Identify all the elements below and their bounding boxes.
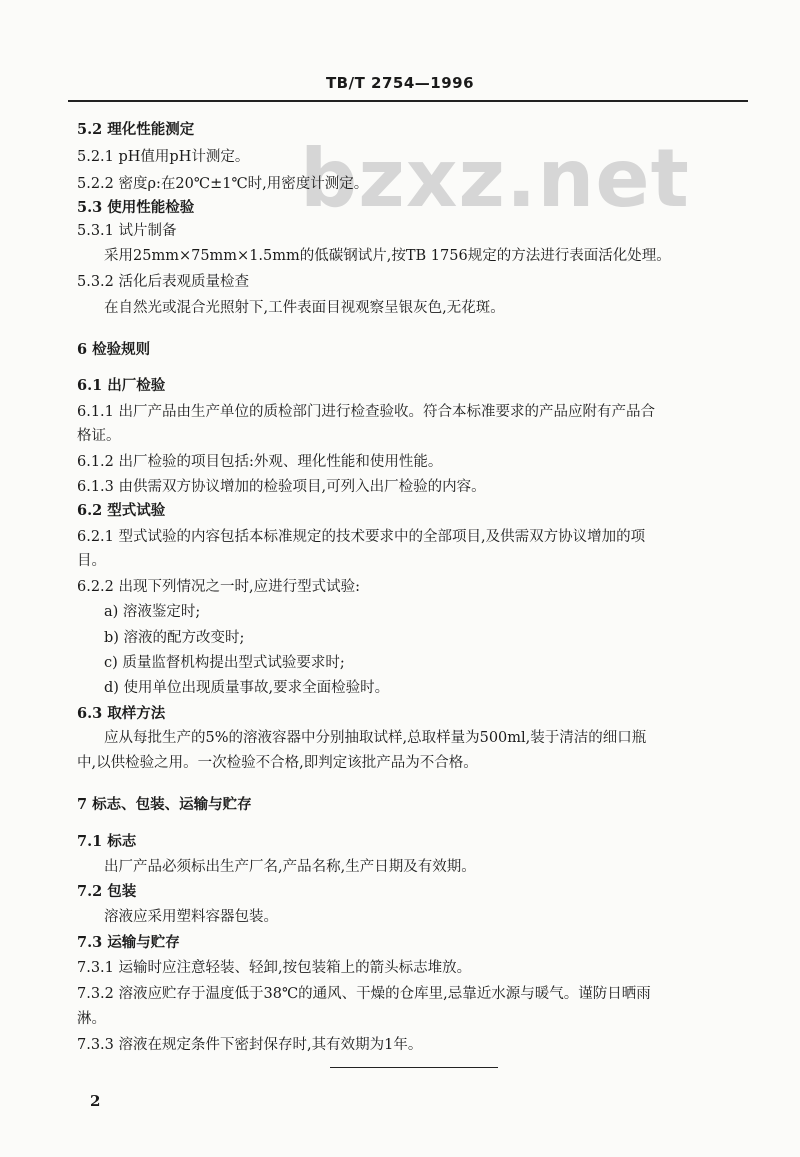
header-divider: [68, 100, 748, 102]
section-heading: 7.1 标志: [77, 833, 137, 850]
paragraph: 出厂产品必须标出生产厂名,产品名称,生产日期及有效期。: [104, 859, 476, 875]
section-heading: 6.2 型式试验: [77, 502, 166, 519]
clause: 5.2.1 pH值用pH计测定。: [77, 149, 250, 165]
watermark: bzxz.net: [300, 132, 690, 225]
clause: 6.1.1 出厂产品由生产单位的质检部门进行检查验收。符合本标准要求的产品应附有产品合: [77, 404, 655, 420]
clause: 7.3.1 运输时应注意轻装、轻卸,按包装箱上的箭头标志堆放。: [77, 960, 472, 976]
clause-continuation: 目。: [77, 553, 106, 569]
paragraph: 溶液应采用塑料容器包装。: [104, 909, 278, 925]
section-heading: 7.3 运输与贮存: [77, 934, 180, 951]
clause: 7.3.2 溶液应贮存于温度低于38℃的通风、干燥的仓库里,忌靠近水源与暖气。谨防日晒雨: [77, 986, 651, 1002]
clause-heading: 5.3.1 试片制备: [77, 223, 177, 239]
list-item: b) 溶液的配方改变时;: [104, 630, 245, 646]
paragraph: 应从每批生产的5%的溶液容器中分别抽取试样,总取样量为500ml,装于清洁的细口瓶: [104, 730, 647, 746]
standard-code-header: TB/T 2754—1996: [325, 74, 475, 92]
clause: 6.1.3 由供需双方协议增加的检验项目,可列入出厂检验的内容。: [77, 479, 486, 495]
list-item: d) 使用单位出现质量事故,要求全面检验时。: [104, 680, 390, 696]
page-number: 2: [90, 1092, 101, 1110]
paragraph-continuation: 中,以供检验之用。一次检验不合格,即判定该批产品为不合格。: [77, 755, 478, 771]
list-item: a) 溶液鉴定时;: [104, 604, 201, 620]
paragraph: 在自然光或混合光照射下,工件表面目视观察呈银灰色,无花斑。: [104, 300, 505, 316]
clause: 6.1.2 出厂检验的项目包括:外观、理化性能和使用性能。: [77, 454, 443, 470]
chapter-heading: 7 标志、包装、运输与贮存: [77, 796, 252, 813]
clause: 7.3.3 溶液在规定条件下密封保存时,其有效期为1年。: [77, 1037, 423, 1053]
clause-continuation: 淋。: [77, 1011, 106, 1027]
chapter-heading: 6 检验规则: [77, 341, 151, 358]
section-heading: 7.2 包装: [77, 883, 137, 900]
section-heading: 5.2 理化性能测定: [77, 121, 195, 138]
section-heading: 5.3 使用性能检验: [77, 199, 195, 216]
clause: 6.2.2 出现下列情况之一时,应进行型式试验:: [77, 579, 360, 595]
clause: 5.2.2 密度ρ:在20℃±1℃时,用密度计测定。: [77, 176, 369, 192]
list-item: c) 质量监督机构提出型式试验要求时;: [104, 655, 345, 671]
section-heading: 6.3 取样方法: [77, 705, 166, 722]
clause: 6.2.1 型式试验的内容包括本标准规定的技术要求中的全部项目,及供需双方协议增加的项: [77, 529, 646, 545]
clause-continuation: 格证。: [77, 428, 121, 444]
clause-heading: 5.3.2 活化后表观质量检查: [77, 274, 250, 290]
end-rule: [330, 1067, 498, 1068]
paragraph: 采用25mm×75mm×1.5mm的低碳钢试片,按TB 1756规定的方法进行表面活化处理。: [104, 248, 671, 264]
section-heading: 6.1 出厂检验: [77, 377, 166, 394]
